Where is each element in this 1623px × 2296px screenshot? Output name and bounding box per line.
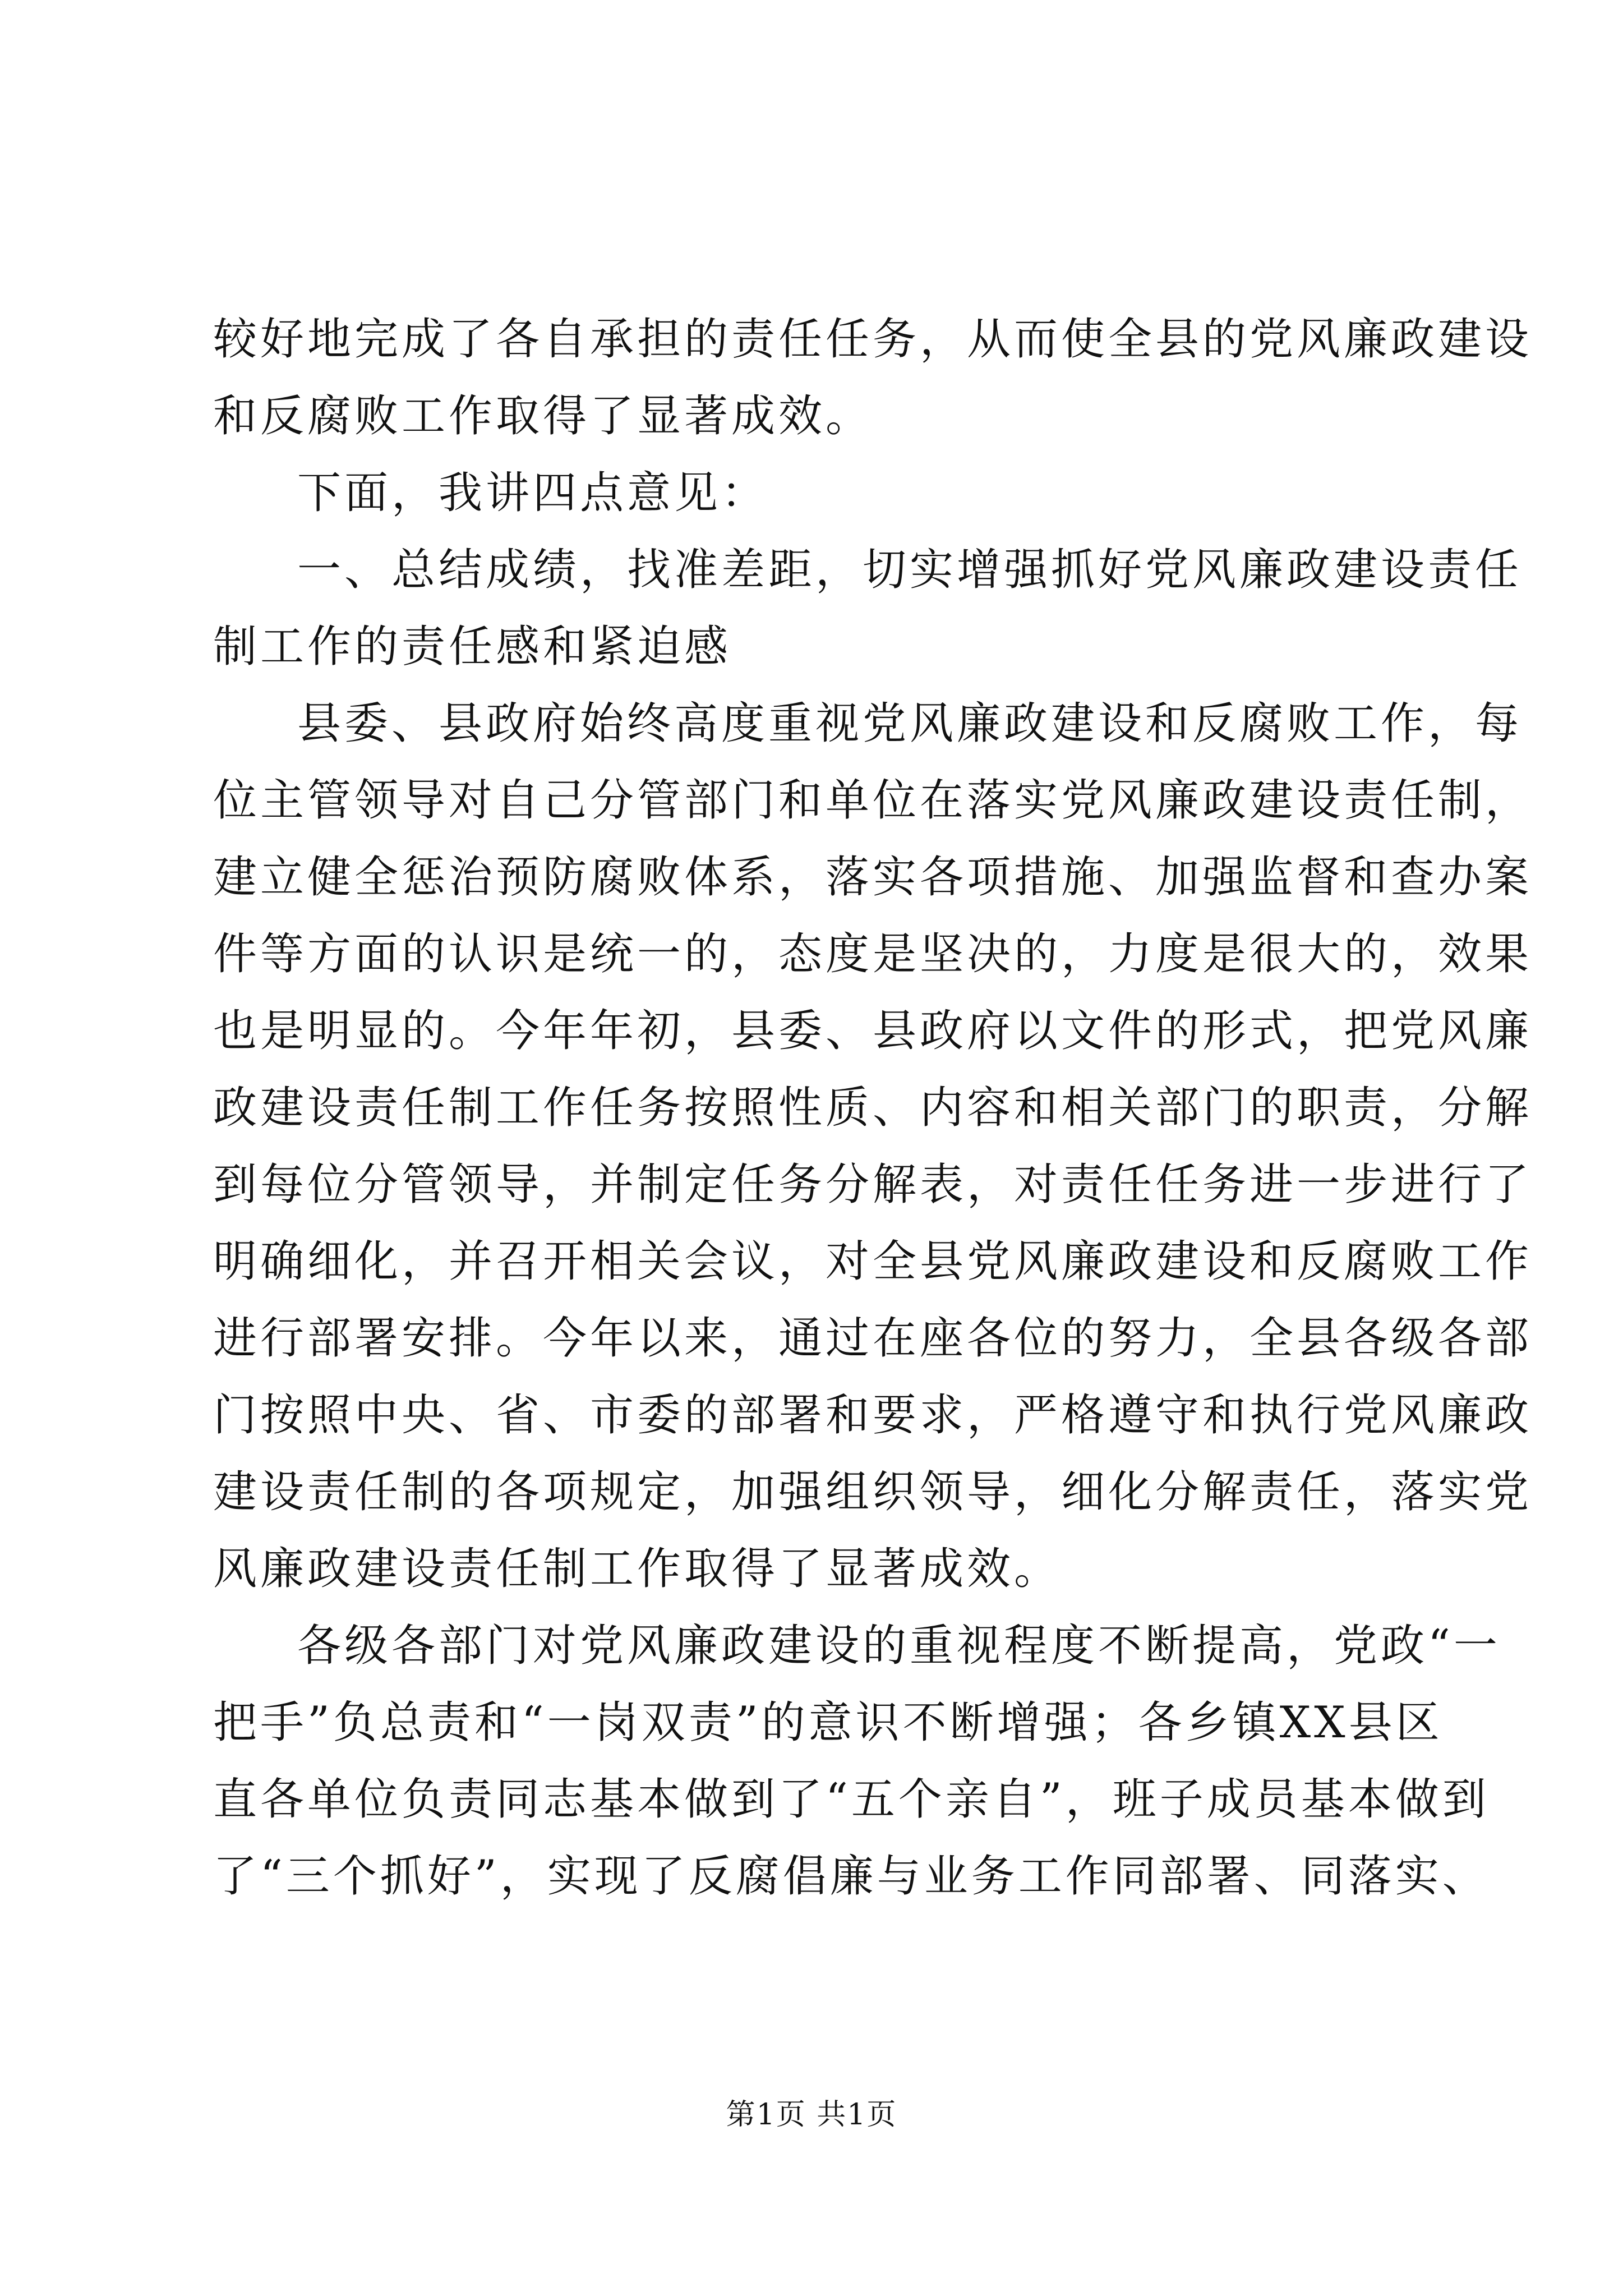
- text-line: 各级各部门对党风廉政建设的重视程度不断提高，党政“一: [297, 1621, 1501, 1671]
- text-line: 较好地完成了各自承担的责任任务，从而使全县的党风廉政建设: [213, 314, 1533, 365]
- text-line: 把手”负总责和“一岗双责”的意识不断增强；各乡镇XX县区: [213, 1697, 1443, 1748]
- text-line: 建立健全惩治预防腐败体系，落实各项措施、加强监督和查办案: [213, 852, 1533, 903]
- text-line: 政建设责任制工作任务按照性质、内容和相关部门的职责，分解: [213, 1083, 1533, 1133]
- text-line: 风廉政建设责任制工作取得了显著成效。: [213, 1544, 1062, 1594]
- section-heading-line: 制工作的责任感和紧迫感: [213, 622, 732, 672]
- page-footer: 第1页 共1页: [726, 2098, 897, 2132]
- text-line: 位主管领导对自己分管部门和单位在落实党风廉政建设责任制，: [213, 775, 1533, 826]
- text-line: 建设责任制的各项规定，加强组织领导，细化分解责任，落实党: [213, 1467, 1533, 1517]
- text-line: 也是明显的。今年年初，县委、县政府以文件的形式，把党风廉: [213, 1006, 1533, 1056]
- text-line: 明确细化，并召开相关会议，对全县党风廉政建设和反腐败工作: [213, 1236, 1533, 1287]
- text-line: 和反腐败工作取得了显著成效。: [213, 391, 873, 441]
- text-line: 下面，我讲四点意见：: [297, 468, 769, 518]
- text-line: 件等方面的认识是统一的，态度是坚决的，力度是很大的，效果: [213, 929, 1533, 979]
- text-line: 了“三个抓好”，实现了反腐倡廉与业务工作同部署、同落实、: [213, 1851, 1490, 1902]
- text-line: 到每位分管领导，并制定任务分解表，对责任任务进一步进行了: [213, 1159, 1533, 1210]
- text-line: 门按照中央、省、市委的部署和要求，严格遵守和执行党风廉政: [213, 1390, 1533, 1441]
- section-heading-line: 一、总结成绩，找准差距，切实增强抓好党风廉政建设责任: [297, 545, 1523, 595]
- text-line: 直各单位负责同志基本做到了“五个亲自”，班子成员基本做到: [213, 1774, 1490, 1825]
- text-line: 县委、县政府始终高度重视党风廉政建设和反腐败工作，每: [297, 698, 1523, 749]
- text-line: 进行部署安排。今年以来，通过在座各位的努力，全县各级各部: [213, 1313, 1533, 1364]
